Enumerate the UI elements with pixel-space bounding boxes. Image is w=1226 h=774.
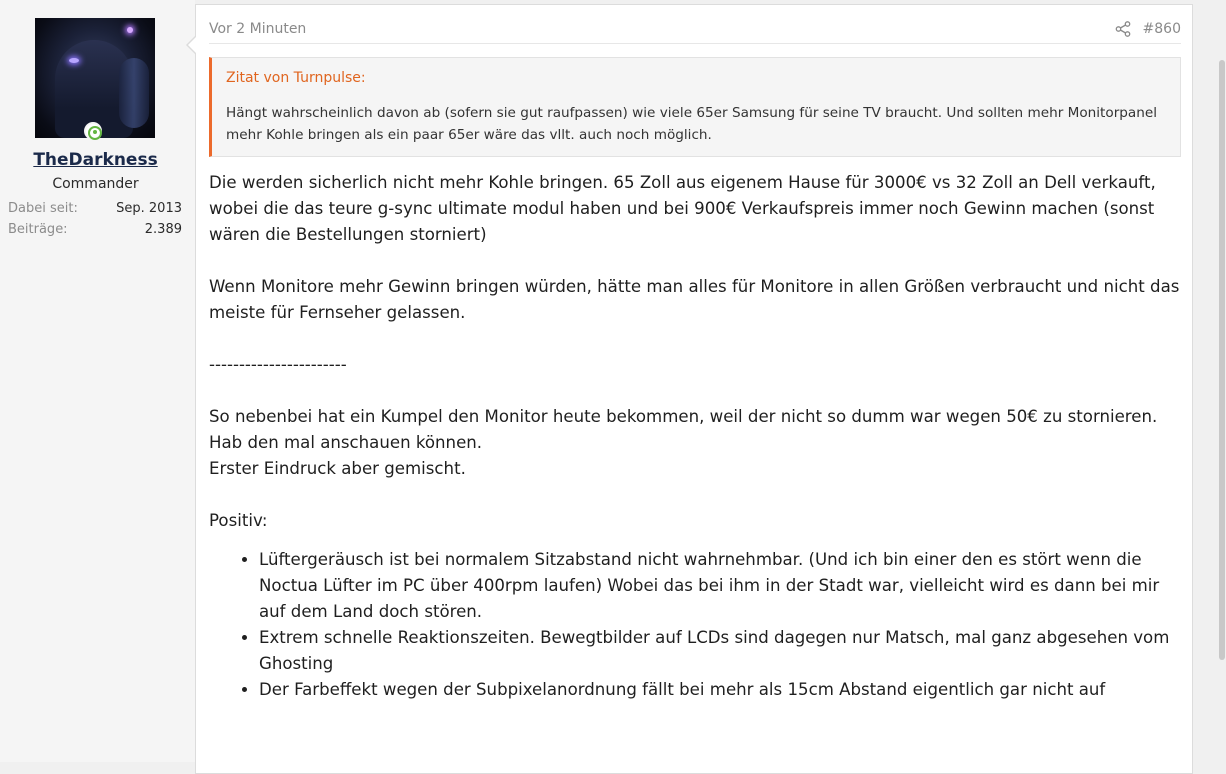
post-paragraph-3-line-1: So nebenbei hat ein Kumpel den Monitor heute bekommen, weil der nicht so dumm war wegen 50€ zu stornieren. xyxy=(209,407,1158,426)
quote-block xyxy=(209,57,1181,157)
post-number-link[interactable]: #860 xyxy=(1142,21,1181,37)
stat-posts-label: Beiträge: xyxy=(8,222,68,237)
quote-text: Hängt wahrscheinlich davon ab (sofern sie gut raufpassen) wie viele 65er Samsung für seine TV braucht. Und sollten mehr Monitorpanel mehr Kohle bringen als ein paar 65er wäre das vllt. auch noch möglich. xyxy=(226,105,1158,143)
list-item: • Lüftergeräusch ist bei normalem Sitzabstand nicht wahrnehmbar. (Und ich bin einer den es stört wenn die Noctua Lüfter im PC über 400rpm laufen) Wobei das bei ihm in der Stadt war, vielleicht wird es dann bei mir auf dem Land doch stören. xyxy=(259,547,1185,625)
user-avatar[interactable] xyxy=(35,18,155,138)
user-sidebar xyxy=(0,0,195,762)
post-paragraph-2: Wenn Monitore mehr Gewinn bringen würden, hätte man alles für Monitore in allen Größen verbraucht und nicht das meiste für Fernseher gelassen. xyxy=(209,277,1180,322)
stat-posts xyxy=(8,222,182,237)
post-paragraph-3-line-3: Erster Eindruck aber gemischt. xyxy=(209,459,466,478)
scrollbar[interactable] xyxy=(1218,0,1226,762)
user-title: Commander xyxy=(52,176,139,192)
post-paragraph-1: Die werden sicherlich nicht mehr Kohle bringen. 65 Zoll aus eigenem Hause für 3000€ vs 32 Zoll an Dell verkauft, wobei die das teure g-sync ultimate modul haben und bei 900€ Verkaufspreis immer noch Gewinn machen (sonst wären die Bestellungen storniert) xyxy=(209,173,1156,244)
post-paragraph-3-line-2: Hab den mal anschauen können. xyxy=(209,433,483,452)
stat-joined-label: Dabei seit: xyxy=(8,201,78,216)
separator-text: ----------------------- xyxy=(209,355,347,374)
list-item: • Der Farbeffekt wegen der Subpixelanordnung fällt bei mehr als 15cm Abstand eigentlich gar nicht auf xyxy=(259,677,1185,703)
stat-joined xyxy=(8,201,182,216)
share-icon[interactable] xyxy=(1115,21,1131,37)
avatar-detail xyxy=(119,58,149,128)
username-link[interactable]: TheDarkness xyxy=(33,150,158,170)
post-header xyxy=(209,19,1181,44)
scrollbar-thumb[interactable] xyxy=(1219,60,1225,660)
positiv-list xyxy=(209,547,1185,703)
avatar-glow-secondary xyxy=(127,27,133,33)
post-timestamp[interactable]: Vor 2 Minuten xyxy=(209,21,307,37)
list-item: • Extrem schnelle Reaktionszeiten. Bewegtbilder auf LCDs sind dagegen nur Matsch, mal ganz abgesehen vom Ghosting xyxy=(259,625,1185,677)
quote-author-link[interactable]: Zitat von Turnpulse: xyxy=(226,70,366,86)
positiv-heading: Positiv: xyxy=(209,511,268,530)
post-panel xyxy=(195,4,1193,774)
avatar-glow xyxy=(69,58,79,63)
post-content xyxy=(209,170,1185,703)
stat-posts-value: 2.389 xyxy=(144,222,182,237)
online-icon xyxy=(84,122,102,140)
stat-joined-value: Sep. 2013 xyxy=(116,201,182,216)
